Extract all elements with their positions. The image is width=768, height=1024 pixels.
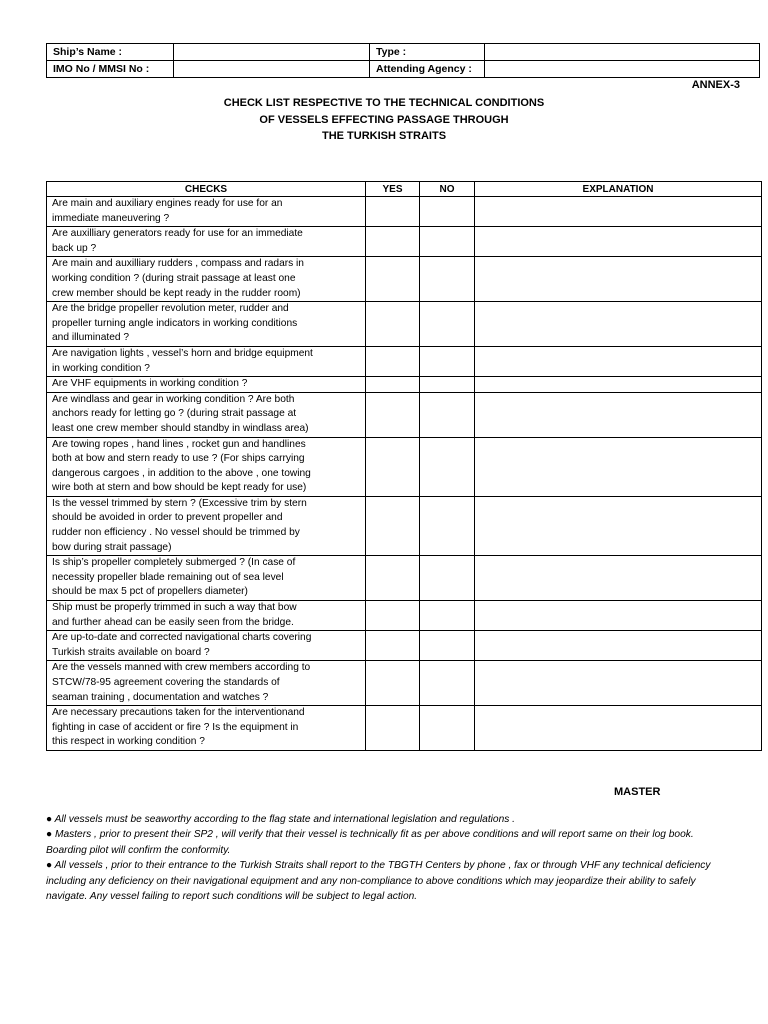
checklist-row xyxy=(47,601,762,631)
no-checkbox-cell[interactable] xyxy=(420,257,475,302)
note-deficiency-reporting: ● All vessels , prior to their entrance to the Turkish Straits shall report to the TBGTH Centers by phone , fax or through VHF any technical deficiency including any deficiency on their navigational equipment and any non-compliance to above conditions which may jeopardize their ability to safely navigate. Any vessel failing to report such conditions will be subject to legal action. xyxy=(46,860,711,903)
attending-agency-field[interactable] xyxy=(485,61,760,78)
check-question xyxy=(47,437,366,496)
check-question-line: Are the bridge propeller revolution meter, rudder and xyxy=(52,303,289,315)
check-question-line: Are main and auxiliary engines ready for use for an xyxy=(52,198,283,209)
yes-checkbox-cell[interactable] xyxy=(366,257,420,302)
explanation-cell[interactable] xyxy=(475,601,762,631)
check-question xyxy=(47,227,366,257)
explanation-cell[interactable] xyxy=(475,556,762,601)
imo-field[interactable] xyxy=(174,61,370,78)
checklist-row xyxy=(47,556,762,601)
check-question-line: both at bow and stern ready to use ? (For ships carrying xyxy=(52,453,305,465)
yes-checkbox-cell[interactable] xyxy=(366,437,420,496)
check-question xyxy=(47,197,366,227)
checklist-row xyxy=(47,346,762,376)
yes-checkbox-cell[interactable] xyxy=(366,227,420,257)
check-question-line: back up ? xyxy=(52,242,97,254)
yes-checkbox-cell[interactable] xyxy=(366,661,420,706)
ship-name-label: Ship’s Name : xyxy=(47,44,174,61)
check-question-line: bow during strait passage) xyxy=(52,541,172,553)
check-question-line: working condition ? (during strait passage at least one xyxy=(52,272,296,284)
no-checkbox-cell[interactable] xyxy=(420,197,475,227)
no-checkbox-cell[interactable] xyxy=(420,556,475,601)
checklist-row xyxy=(47,377,762,393)
check-question-line: Turkish straits available on board ? xyxy=(52,646,210,658)
no-checkbox-cell[interactable] xyxy=(420,661,475,706)
check-question-line: crew member should be kept ready in the rudder room) xyxy=(52,287,301,299)
check-question-line: dangerous cargoes , in addition to the above , one towing xyxy=(52,467,311,479)
check-question xyxy=(47,346,366,376)
checklist-row xyxy=(47,302,762,347)
check-question xyxy=(47,631,366,661)
checklist-row xyxy=(47,197,762,227)
explanation-cell[interactable] xyxy=(475,257,762,302)
check-question-line: Are the vessels manned with crew members according to xyxy=(52,662,311,674)
yes-checkbox-cell[interactable] xyxy=(366,631,420,661)
no-checkbox-cell[interactable] xyxy=(420,601,475,631)
yes-checkbox-cell[interactable] xyxy=(366,197,420,227)
annex-label: ANNEX-3 xyxy=(691,79,740,91)
explanation-cell[interactable] xyxy=(475,631,762,661)
title-line-1: CHECK LIST RESPECTIVE TO THE TECHNICAL CONDITIONS xyxy=(223,97,545,109)
explanation-cell[interactable] xyxy=(475,437,762,496)
no-checkbox-cell[interactable] xyxy=(420,631,475,661)
checklist-row xyxy=(47,496,762,555)
check-question xyxy=(47,661,366,706)
check-question-line: and illuminated ? xyxy=(52,332,130,344)
yes-column-header: YES xyxy=(366,182,420,197)
notes-section xyxy=(46,812,736,904)
check-question-line: Are main and auxilliary rudders , compass and radars in xyxy=(52,258,304,270)
checklist-row xyxy=(47,392,762,437)
check-question-line: wire both at stern and bow should be kept ready for use) xyxy=(52,482,307,494)
explanation-cell[interactable] xyxy=(475,197,762,227)
check-question-line: least one crew member should standby in windlass area) xyxy=(52,422,309,434)
check-question-line: Are auxilliary generators ready for use for an immediate xyxy=(52,228,303,240)
checklist-row xyxy=(47,257,762,302)
check-question xyxy=(47,392,366,437)
check-question-line: seaman training , documentation and watches ? xyxy=(52,691,269,703)
explanation-cell[interactable] xyxy=(475,392,762,437)
no-checkbox-cell[interactable] xyxy=(420,302,475,347)
checklist-row xyxy=(47,661,762,706)
check-question-line: this respect in working condition ? xyxy=(52,736,205,748)
check-question-line: should be max 5 pct of propellers diameter) xyxy=(52,586,248,598)
check-question-line: and further ahead can be easily seen from the bridge. xyxy=(52,616,294,628)
check-question-line: in working condition ? xyxy=(52,362,150,374)
explanation-cell[interactable] xyxy=(475,302,762,347)
check-question-line: Are windlass and gear in working condition ? Are both xyxy=(52,393,295,405)
master-signature-label: MASTER xyxy=(614,786,661,798)
note-seaworthy: ● All vessels must be seaworthy according to the flag state and international legislation and regulations . xyxy=(46,814,516,825)
check-question-line: anchors ready for letting go ? (during strait passage at xyxy=(52,408,297,420)
check-question xyxy=(47,556,366,601)
check-question xyxy=(47,496,366,555)
no-checkbox-cell[interactable] xyxy=(420,392,475,437)
yes-checkbox-cell[interactable] xyxy=(366,377,420,393)
check-question-line: fighting in case of accident or fire ? Is the equipment in xyxy=(52,721,299,733)
check-question-line: Are VHF equipments in working condition ? xyxy=(52,378,248,390)
vessel-info-table xyxy=(46,43,760,78)
checklist-row xyxy=(47,437,762,496)
ship-name-field[interactable] xyxy=(174,44,370,61)
checklist-row xyxy=(47,706,762,751)
check-question-line: rudder non efficiency . No vessel should be trimmed by xyxy=(52,527,300,539)
check-question-line: Are up-to-date and corrected navigational charts covering xyxy=(52,632,312,644)
checklist-body xyxy=(47,197,762,751)
check-question xyxy=(47,706,366,751)
yes-checkbox-cell[interactable] xyxy=(366,302,420,347)
check-question-line: STCW/78-95 agreement covering the standards of xyxy=(52,677,280,688)
checklist-header-row xyxy=(47,182,762,197)
check-question-line: Ship must be properly trimmed in such a way that bow xyxy=(52,602,297,614)
no-checkbox-cell[interactable] xyxy=(420,227,475,257)
check-question-line: immediate maneuvering ? xyxy=(52,212,170,224)
check-question xyxy=(47,257,366,302)
check-question-line: propeller turning angle indicators in working conditions xyxy=(52,317,298,329)
title-line-2: OF VESSELS EFFECTING PASSAGE THROUGH xyxy=(259,113,509,126)
attending-agency-label: Attending Agency : xyxy=(370,61,485,78)
explanation-column-header: EXPLANATION xyxy=(475,182,762,197)
check-question xyxy=(47,601,366,631)
check-question-line: Is the vessel trimmed by stern ? (Excessive trim by stern xyxy=(52,497,307,509)
explanation-cell[interactable] xyxy=(475,377,762,393)
title-line-3: THE TURKISH STRAITS xyxy=(321,130,447,142)
yes-checkbox-cell[interactable] xyxy=(366,392,420,437)
explanation-cell[interactable] xyxy=(475,661,762,706)
check-question xyxy=(47,377,366,393)
check-question xyxy=(47,302,366,347)
note-masters-verification: ● Masters , prior to present their SP2 , will verify that their vessel is technically fit as per above conditions and will report same on their log book. Boarding pilot will confirm the conformity. xyxy=(46,829,694,856)
explanation-cell[interactable] xyxy=(475,496,762,555)
check-question-line: Are necessary precautions taken for the interventionand xyxy=(52,707,305,719)
checklist-table xyxy=(46,181,762,751)
check-question-line: Is ship’s propeller completely submerged ? (In case of xyxy=(52,557,296,569)
no-checkbox-cell[interactable] xyxy=(420,377,475,393)
yes-checkbox-cell[interactable] xyxy=(366,496,420,555)
check-question-line: Are towing ropes , hand lines , rocket gun and handlines xyxy=(52,438,306,450)
check-question-line: necessity propeller blade remaining out of sea level xyxy=(52,571,284,583)
check-question-line: should be avoided in order to prevent propeller and xyxy=(52,512,283,524)
no-checkbox-cell[interactable] xyxy=(420,346,475,376)
yes-checkbox-cell[interactable] xyxy=(366,601,420,631)
document-title xyxy=(0,95,768,145)
yes-checkbox-cell[interactable] xyxy=(366,556,420,601)
type-field[interactable] xyxy=(485,44,760,61)
check-question-line: Are navigation lights , vessel’s horn and bridge equipment xyxy=(52,347,313,359)
imo-label: IMO No / MMSI No : xyxy=(47,61,174,78)
type-label: Type : xyxy=(370,44,485,61)
checklist-row xyxy=(47,631,762,661)
checklist-row xyxy=(47,227,762,257)
no-column-header: NO xyxy=(420,182,475,197)
yes-checkbox-cell[interactable] xyxy=(366,346,420,376)
no-checkbox-cell[interactable] xyxy=(420,706,475,751)
explanation-cell[interactable] xyxy=(475,227,762,257)
explanation-cell[interactable] xyxy=(475,346,762,376)
explanation-cell[interactable] xyxy=(475,706,762,751)
no-checkbox-cell[interactable] xyxy=(420,496,475,555)
yes-checkbox-cell[interactable] xyxy=(366,706,420,751)
no-checkbox-cell[interactable] xyxy=(420,437,475,496)
checks-column-header: CHECKS xyxy=(47,182,366,197)
